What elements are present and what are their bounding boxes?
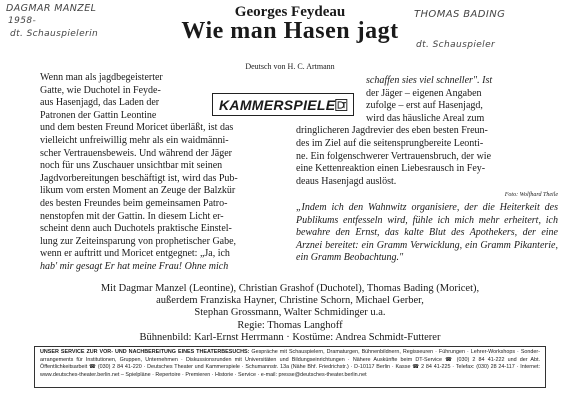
- text-line: eine Kettenreaktion einen Liebesrausch in Fey-: [296, 163, 486, 175]
- text-line: scheint denn auch Duchotels praktische Einstel-: [40, 223, 232, 235]
- text-line: wenn er auftritt und Moricet entgegnet: „Ja, ich: [40, 248, 230, 260]
- text-line: Jagdvorbereitungen beschäftigt ist, wird das Pub-: [40, 172, 238, 184]
- text-line: Patronen der Gattin Leontine: [40, 109, 157, 121]
- text-line: aus Hasenjagd, das Laden der: [40, 97, 160, 109]
- credit-line: Mit Dagmar Manzel (Leontine), Christian Grashof (Duchotel), Thomas Bading (Moricet),: [100, 283, 480, 294]
- text-line: scher Vertrauensbeweis. Und während der Jäger: [40, 147, 232, 159]
- translation-credit: Deutsch von H. C. Artmann: [245, 62, 335, 71]
- text-line: noch für uns Zuschauer unsichtbar mit seinen: [40, 160, 223, 172]
- text-line: der Jäger – eigenen Angaben: [366, 87, 482, 99]
- play-title: Wie man Hasen jagt: [181, 18, 399, 44]
- text-line: schaffen sies viel schneller". Ist: [366, 75, 493, 86]
- text-line: des im Ziel auf die seitensprungbereite Leonti-: [296, 137, 484, 149]
- text-line: zufolge – erst auf Hasenjagd,: [366, 100, 483, 112]
- handwritten-profession-left: dt. Schauspielerin: [10, 29, 99, 39]
- handwritten-profession-right: dt. Schauspieler: [416, 40, 496, 50]
- handwritten-name-right: THOMAS BADING: [414, 9, 506, 20]
- right-text-column: [296, 75, 558, 265]
- logo-wordmark: KAMMERSPIELE: [219, 96, 336, 113]
- text-line: lung zur Zeiteinsparung von prophetischer Gabe,: [40, 235, 237, 247]
- service-info-box: [34, 346, 546, 388]
- credit-line: Bühnenbild: Karl-Ernst Herrmann · Kostüme: Andrea Schmidt-Futterer: [139, 331, 441, 343]
- credit-line: außerdem Franziska Hayner, Christine Schorn, Michael Gerber,: [156, 295, 424, 307]
- text-line: ne. Ein folgenschwerer Vertrauensbruch, der wie: [296, 150, 492, 162]
- text-line: wird das häusliche Areal zum: [366, 112, 485, 124]
- handwritten-year: 1958-: [8, 16, 37, 26]
- service-details: Gespräche mit Schauspielern, Dramaturgen, Bühnenbildnern, Regisseuren · Führungen · Lehrer-Workshops · Sonder-arrangements für Institutionen, Gruppen, Unternehmen · Diskussionsrunden mit Universitäten und Bildungseinrichtungen · Nähere Auskünfte beim DT-Service ☎ (030) 2 84 41-222 und der Abt. Öffentlichkeitsarbeit ☎ (030) 2 84 41-220 · Deutsches Theater und Kammerspiele · Schumannstr. 13a (Nähe Bhf. Friedrichstr.) · D-10117 Berlin · Kasse ☎ 2 84 41-225 · Telefax: (030) 28 24-117 · Internet: www.deutsches-theater.berlin.net – Spielpläne · Repertoire · Premieren · Historie · Service · e-mail: presse@deutsches-theater.berlin.net: [40, 349, 541, 379]
- text-line: Gatte, wie Duchotel in Feyde-: [40, 84, 161, 96]
- text-line: hab' mir gesagt Er hat meine Frau! Ohne mich: [40, 260, 229, 272]
- text-line: des besten Freundes beim gemeinsamen Patro-: [40, 197, 228, 209]
- text-line: und dem besten Freund Moricet überläßt, ist das: [40, 122, 234, 134]
- service-heading: UNSER SERVICE ZUR VOR- UND NACHBEREITUNG EINES THEATERBESUCHS:: [40, 349, 250, 355]
- credit-line: Stephan Grossmann, Walter Schmidinger u.a.: [194, 307, 386, 319]
- feydeau-quote: „Indem ich den Wahnwitz organisiere, der die Heiterkeit des Publikums entfesseln wird, fühle ich mich mehr erheitert, ich bewahre den Ernst, das kalte Blut des Apothekers, der eine Arznei bereitet: ein Gramm Verwicklung, ein Gramm Pikanterie, ein Gramm Beobachtung.": [296, 201, 558, 264]
- text-line: likum vom ersten Moment an Zeuge der Balzkür: [40, 185, 236, 197]
- text-line: Wenn man als jagdbegeisterter: [40, 72, 163, 83]
- photo-credit: Foto: Wolfhard Theile: [504, 192, 558, 199]
- credit-line: Regie: Thomas Langhoff: [237, 319, 343, 331]
- text-line: deaus Hasenjagd auslöst.: [296, 175, 397, 187]
- handwritten-name-left: DAGMAR MANZEL: [6, 3, 97, 14]
- author-name: Georges Feydeau: [234, 4, 346, 20]
- cast-credits: [0, 283, 580, 344]
- text-line: vielleicht unfreiwillig mehr als ein waidmänni-: [40, 134, 229, 146]
- text-line: dringlicheren Jagdrevier des eben besten Freun-: [296, 125, 488, 137]
- text-line: nenstopfen mit der Gattin. In diesem Licht er-: [40, 210, 224, 222]
